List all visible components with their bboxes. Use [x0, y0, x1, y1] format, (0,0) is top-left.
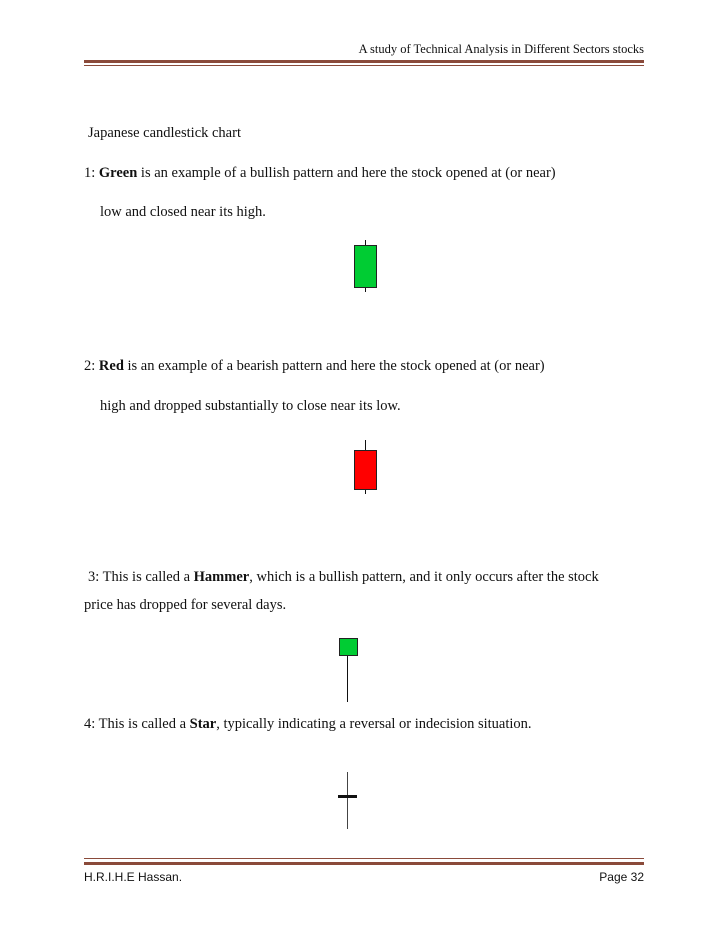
item-3-keyword: Hammer — [193, 569, 250, 585]
header-title: A study of Technical Analysis in Different Sectors stocks — [358, 42, 644, 56]
item-3-line-1 — [88, 569, 599, 586]
item-1-line-1 — [84, 165, 556, 182]
item-1-number: 1: — [84, 165, 99, 181]
item-4-line-1 — [84, 716, 532, 733]
item-1-line-2: low and closed near its high. — [100, 204, 266, 220]
section-heading: Japanese candlestick chart — [88, 125, 241, 141]
item-3-number: 3: This is called a — [88, 569, 194, 585]
item-1-text: is an example of a bullish pattern and here the stock opened at (or near) — [137, 165, 556, 181]
footer-rule-thin — [84, 858, 644, 859]
item-2-keyword: Red — [98, 358, 124, 374]
footer-rule-thick — [84, 862, 644, 865]
star-candle-wick — [347, 772, 348, 829]
item-2-line-2: high and dropped substantially to close near its low. — [100, 398, 401, 414]
hammer-candle-body — [339, 638, 358, 656]
header-rule-thin — [84, 65, 644, 66]
footer-author: H.R.I.H.E Hassan. — [84, 870, 183, 884]
item-4-text: , typically indicating a reversal or indecision situation. — [216, 716, 532, 732]
item-3-line-2: price has dropped for several days. — [84, 597, 287, 613]
item-4-number: 4: This is called a — [84, 716, 190, 732]
red-candle-body — [354, 450, 377, 490]
item-1-keyword: Green — [98, 165, 138, 181]
item-2-text: is an example of a bearish pattern and here the stock opened at (or near) — [123, 358, 545, 374]
star-candle-body — [338, 795, 357, 798]
item-2-number: 2: — [84, 358, 99, 374]
item-3-text: , which is a bullish pattern, and it only occurs after the stock — [249, 569, 599, 585]
footer-page-number: Page 32 — [599, 870, 644, 884]
header-rule-thick — [84, 60, 644, 63]
item-4-keyword: Star — [189, 716, 217, 732]
item-2-line-1 — [84, 358, 545, 375]
green-candle-body — [354, 245, 377, 288]
